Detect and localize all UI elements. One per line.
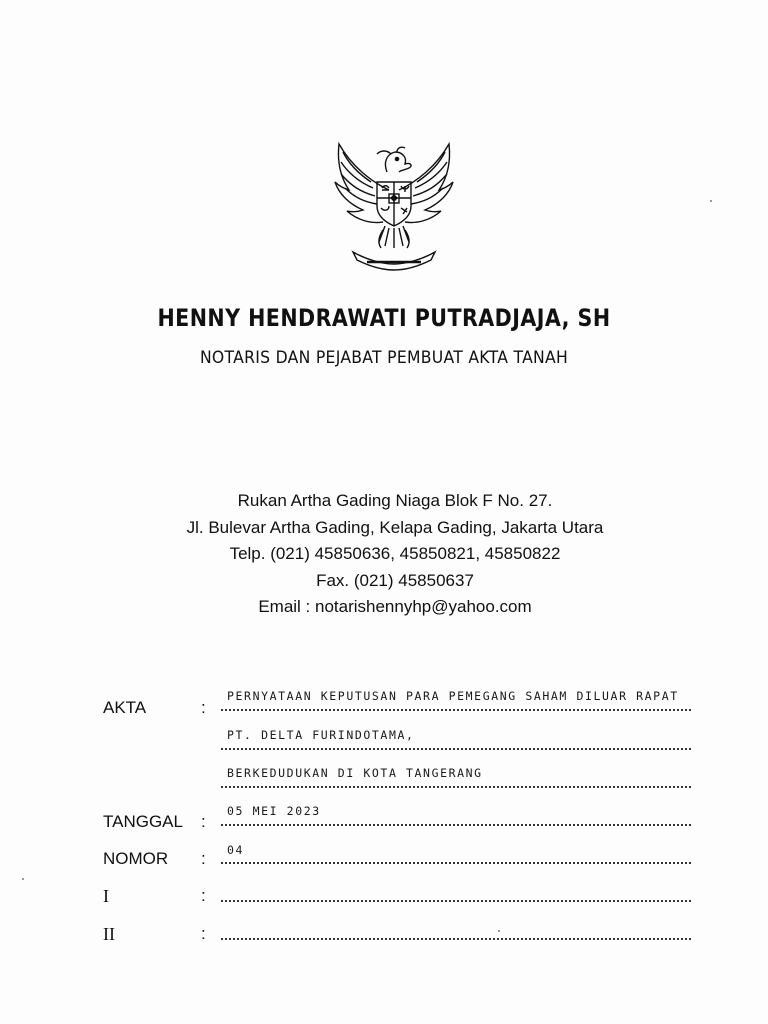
scan-speck <box>22 878 24 880</box>
tanggal-dotline <box>221 824 691 826</box>
tanggal-label: TANGGAL <box>103 812 183 831</box>
akta-line-1: PERNYATAAN KEPUTUSAN PARA PEMEGANG SAHAM DILUAR RAPAT <box>227 689 679 703</box>
akta-dotline-3 <box>221 786 691 788</box>
fax-line: Fax. (021) 45850637 <box>316 570 474 590</box>
nomor-colon: : <box>201 849 206 868</box>
notary-name: HENNY HENDRAWATI PUTRADJAJA, SH <box>157 304 611 332</box>
i-label: I <box>103 886 109 906</box>
akta-line-2: PT. DELTA FURINDOTAMA, <box>227 728 415 742</box>
tanggal-colon: : <box>201 812 206 831</box>
i-colon: : <box>201 886 206 905</box>
notary-title: NOTARIS DAN PEJABAT PEMBUAT AKTA TANAH <box>199 348 569 368</box>
ii-label: II <box>103 924 115 944</box>
address-line-2: Jl. Bulevar Artha Gading, Kelapa Gading, Jakarta Utara <box>186 517 604 537</box>
scan-speck <box>498 930 500 932</box>
address-line-1: Rukan Artha Gading Niaga Blok F No. 27. <box>237 491 553 510</box>
akta-dotline-2 <box>221 748 691 750</box>
tanggal-value: 05 MEI 2023 <box>227 804 321 818</box>
scan-speck <box>710 200 712 202</box>
garuda-emblem-icon <box>327 132 461 272</box>
phone-line: Telp. (021) 45850636, 45850821, 45850822 <box>229 544 561 563</box>
email-line: Email : notarishennyhp@yahoo.com <box>258 597 532 616</box>
ii-dotline <box>221 938 691 940</box>
akta-line-3: BERKEDUDUKAN DI KOTA TANGERANG <box>227 766 483 780</box>
akta-label: AKTA <box>103 698 147 717</box>
nomor-dotline <box>221 862 691 864</box>
i-dotline <box>221 900 691 902</box>
nomor-label: NOMOR <box>103 849 169 868</box>
ii-colon: : <box>201 924 206 943</box>
nomor-value: 04 <box>227 843 245 857</box>
address-block <box>0 488 768 621</box>
akta-colon: : <box>201 698 206 717</box>
akta-dotline-1 <box>221 709 691 711</box>
